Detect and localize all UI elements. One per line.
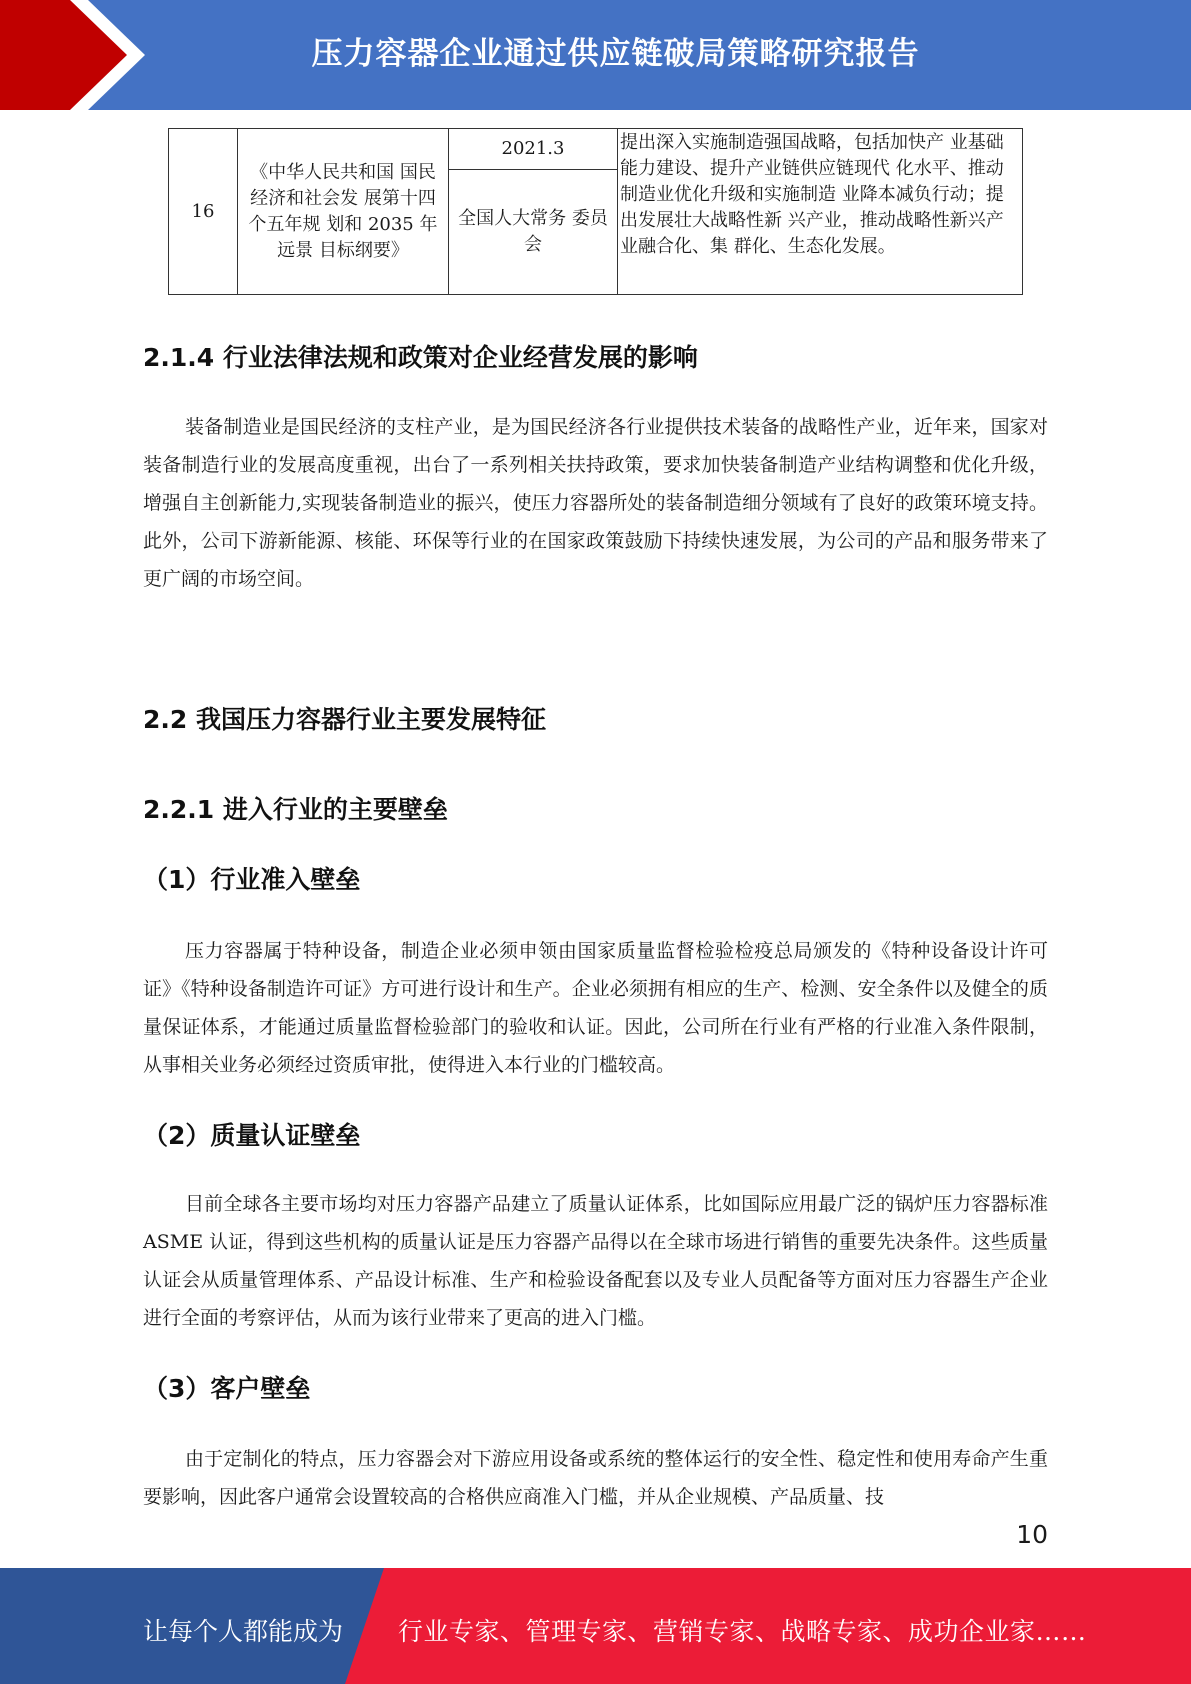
heading-2-1-4: 2.1.4 行业法律法规和政策对企业经营发展的影响 — [143, 343, 698, 372]
paragraph-quality-barrier: 目前全球各主要市场均对压力容器产品建立了质量认证体系，比如国际应用最广泛的锅炉压力容器标准 ASME 认证，得到这些机构的质量认证是压力容器产品得以在全球市场进行销售的重要先决条件。这些质量认证会从质量管理体系、产品设计标准、生产和检验设备配套以及专业人员配备等方面对压力容器生产企业进行全面的考察评估，从而为该行业带来了更高的进入门槛。 — [143, 1193, 1048, 1329]
document-name: 《中华人民共和国 国民经济和社会发 展第十四个五年规 划和 2035 年远景 目标纲要》 — [238, 129, 449, 295]
page-header — [0, 0, 1191, 110]
issue-date: 2021.3 — [449, 129, 618, 170]
footer-slogan-left: 让每个人都能成为 — [143, 1617, 344, 1646]
page-footer — [0, 1568, 1191, 1684]
footer-slogan-right: 行业专家、管理专家、营销专家、战略专家、成功企业家…… — [398, 1617, 1087, 1646]
paragraph-access-barrier: 压力容器属于特种设备，制造企业必须申领由国家质量监督检验检疫总局颁发的《特种设备设计许可证》《特种设备制造许可证》方可进行设计和生产。企业必须拥有相应的生产、检测、安全条件以及健全的质量保证体系，才能通过质量监督检验部门的验收和认证。因此，公司所在行业有严格的行业准入条件限制，从事相关业务必须经过资质审批，使得进入本行业的门槛较高。 — [143, 940, 1048, 1076]
paragraph-2-1-4: 装备制造业是国民经济的支柱产业，是为国民经济各行业提供技术装备的战略性产业，近年来，国家对装备制造行业的发展高度重视，出台了一系列相关扶持政策，要求加快装备制造产业结构调整和优化升级，增强自主创新能力,实现装备制造业的振兴，使压力容器所处的装备制造细分领域有了良好的政策环境支持。此外，公司下游新能源、核能、环保等行业的在国家政策鼓励下持续快速发展，为公司的产品和服务带来了更广阔的市场空间。 — [143, 416, 1048, 590]
page-number: 10 — [1016, 1520, 1048, 1549]
heading-access-barrier: （1）行业准入壁垒 — [143, 865, 361, 894]
heading-quality-barrier: （2）质量认证壁垒 — [143, 1121, 361, 1150]
issuing-organization: 全国人大常务 委员会 — [449, 170, 618, 295]
policy-table — [168, 128, 1023, 295]
report-title: 压力容器企业通过供应链破局策略研究报告 — [311, 36, 920, 72]
policy-description: 提出深入实施制造强国战略，包括加快产 业基础能力建设、提升产业链供应链现代 化水平、推动制造业优化升级和实施制造 业降本减负行动；提出发展壮大战略性新 兴产业，推动战略性新兴产业融合化、集 群化、生态化发展。 — [618, 129, 1023, 295]
paragraph-customer-barrier: 由于定制化的特点，压力容器会对下游应用设备或系统的整体运行的安全性、稳定性和使用寿命产生重要影响，因此客户通常会设置较高的合格供应商准入门槛，并从企业规模、产品质量、技 — [143, 1448, 1048, 1508]
table-row — [169, 129, 1023, 170]
row-number: 16 — [169, 129, 238, 295]
heading-2-2: 2.2 我国压力容器行业主要发展特征 — [143, 705, 546, 734]
heading-customer-barrier: （3）客户壁垒 — [143, 1374, 311, 1403]
heading-2-2-1: 2.2.1 进入行业的主要壁垒 — [143, 795, 448, 824]
